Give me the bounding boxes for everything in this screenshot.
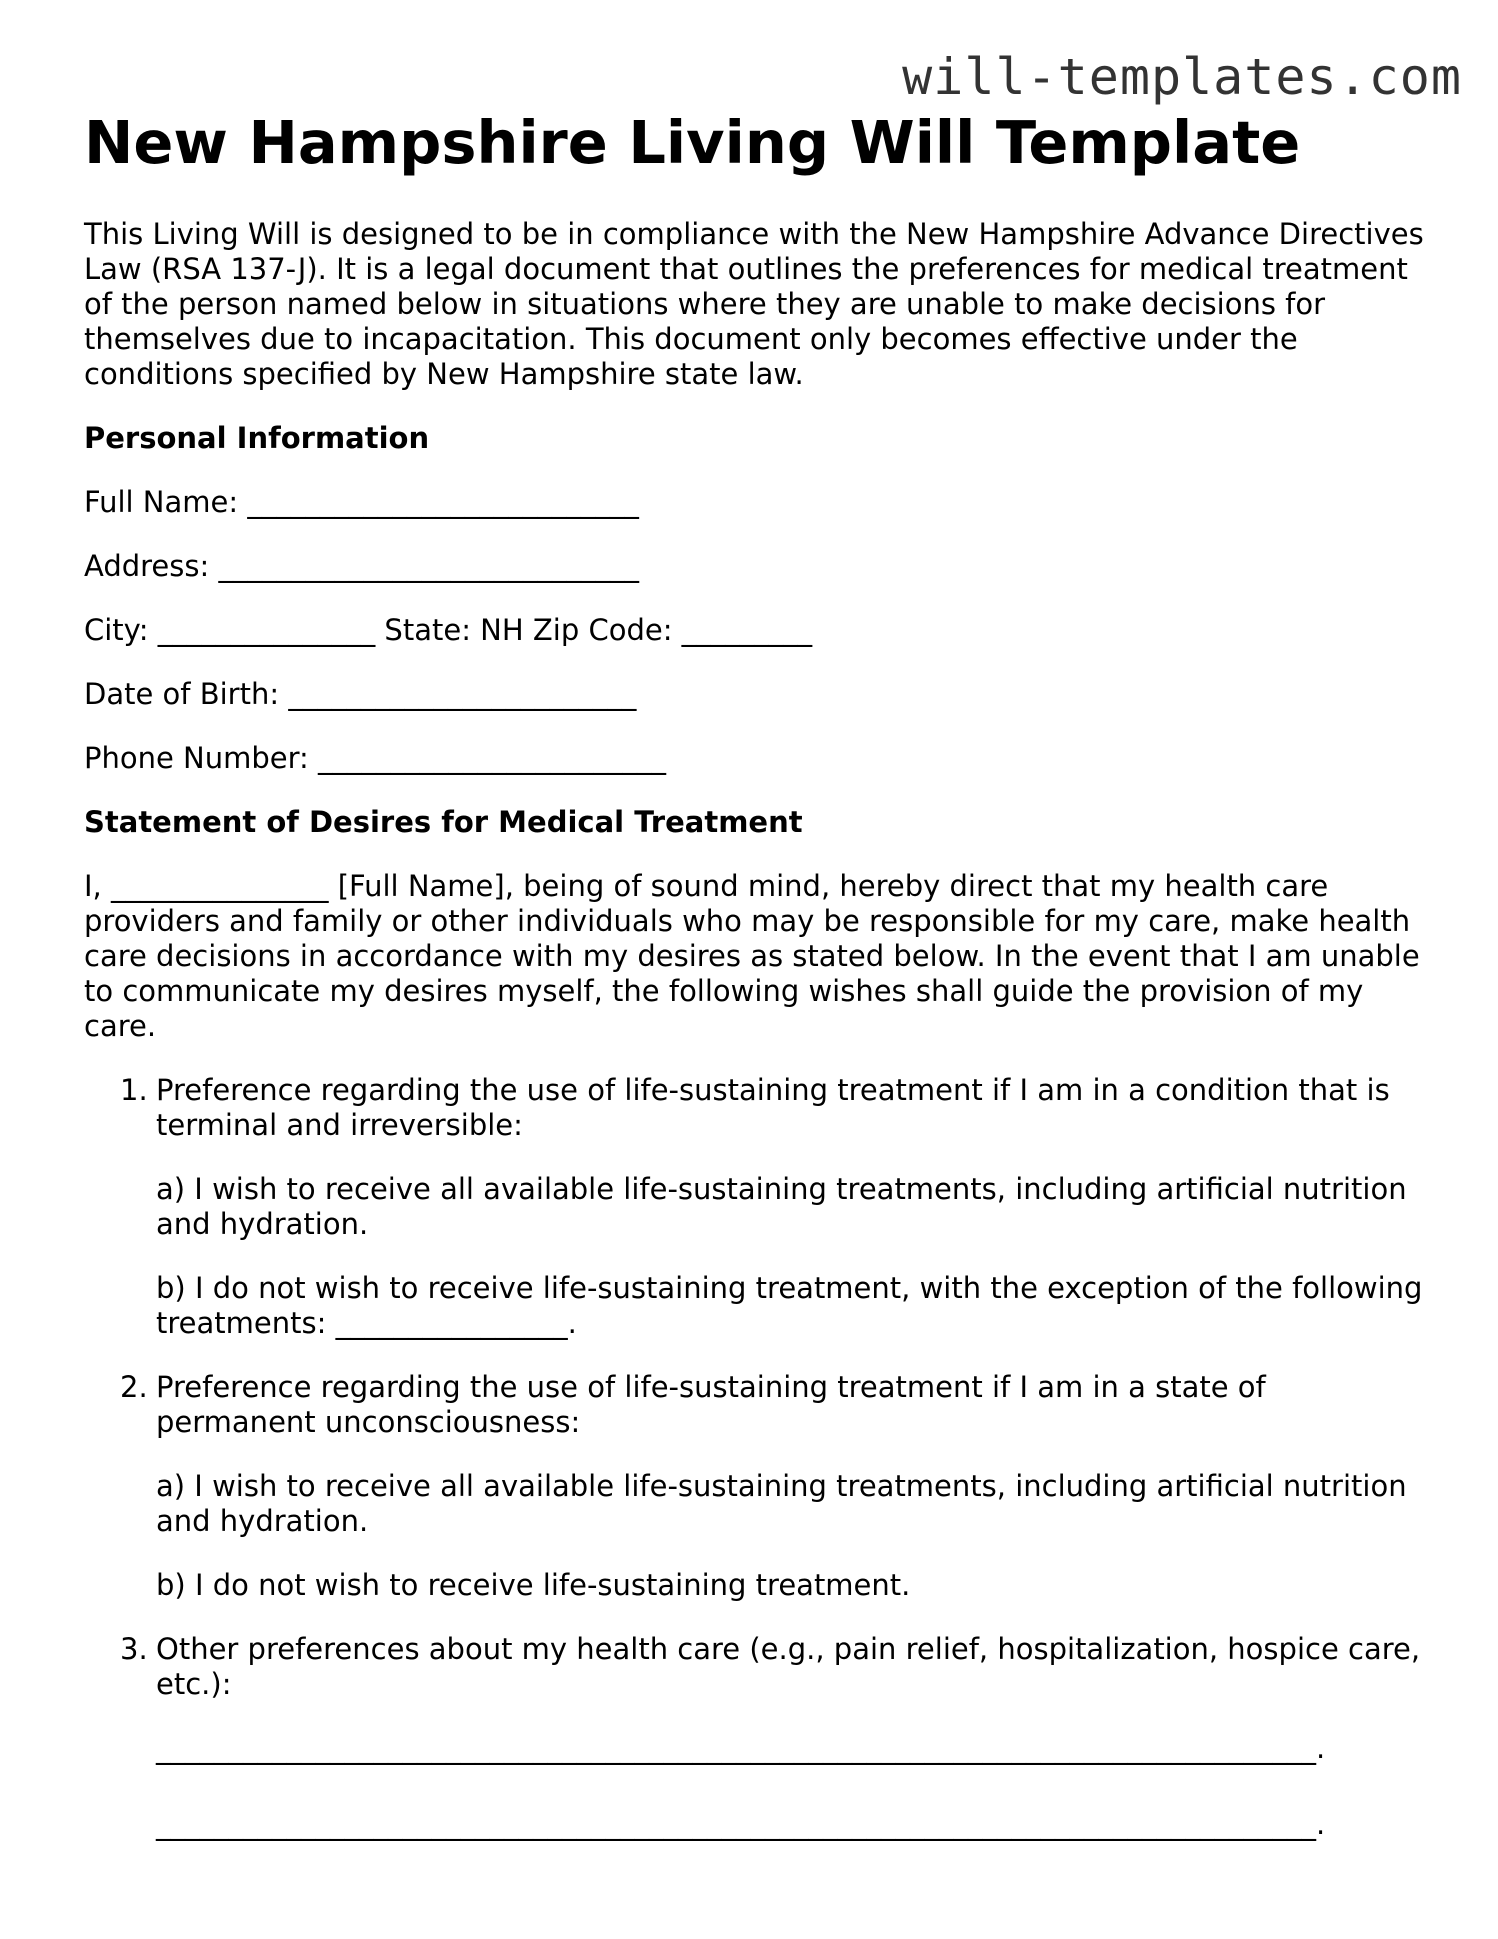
statement-heading: Statement of Desires for Medical Treatment	[84, 805, 803, 839]
item-number: 1.	[120, 1073, 148, 1107]
city-state-zip-field: City: _______________ State: NH Zip Code: _________	[84, 613, 813, 647]
option-a: a) I wish to receive all available life-sustaining treatments, including artificial nutrition and hydration.	[156, 1469, 1407, 1538]
date-of-birth-field: Date of Birth: ________________________	[84, 677, 637, 711]
option-b: b) I do not wish to receive life-sustaining treatment.	[156, 1568, 911, 1602]
site-watermark: will-templates.com	[902, 48, 1462, 106]
option-a: a) I wish to receive all available life-sustaining treatments, including artificial nutrition and hydration.	[156, 1172, 1407, 1241]
preference-text: Preference regarding the use of life-sustaining treatment if I am in a condition that is terminal and irreversible:	[156, 1073, 1390, 1142]
preference-item-3	[84, 1632, 1424, 1842]
preferences-list	[84, 1073, 1424, 1842]
intro-paragraph: This Living Will is designed to be in compliance with the New Hampshire Advance Directives Law (RSA 137-J). It is a legal document that outlines the preferences for medical treatment of the person named below in situations where they are unable to make decisions for themselves due to incapacitation. This document only becomes effective under the conditions specified by New Hampshire state law.	[84, 217, 1424, 391]
personal-info-heading: Personal Information	[84, 421, 430, 455]
document-title: New Hampshire Living Will Template	[84, 108, 1301, 177]
blank-line-2: ________________________________________________________________________________.	[156, 1807, 1326, 1841]
preference-item-1	[84, 1073, 1424, 1341]
document-body	[84, 217, 1424, 1883]
preference-text: Preference regarding the use of life-sustaining treatment if I am in a state of permanent unconsciousness:	[156, 1370, 1266, 1439]
option-b: b) I do not wish to receive life-sustaining treatment, with the exception of the following treatments: ________________.	[156, 1271, 1423, 1340]
statement-paragraph: I, _______________ [Full Name], being of sound mind, hereby direct that my health care providers and family or other individuals who may be responsible for my care, make health care decisions in accordance with my desires as stated below. In the event that I am unable to communicate my desires myself, the following wishes shall guide the provision of my care.	[84, 869, 1420, 1043]
preference-item-2	[84, 1370, 1424, 1603]
address-field: Address: _____________________________	[84, 549, 639, 583]
blank-line-1: ________________________________________________________________________________.	[156, 1731, 1326, 1765]
preference-text: Other preferences about my health care (e.g., pain relief, hospitalization, hospice care, etc.):	[156, 1632, 1421, 1701]
item-number: 3.	[120, 1632, 148, 1666]
item-number: 2.	[120, 1370, 148, 1404]
full-name-field: Full Name: ___________________________	[84, 485, 639, 519]
phone-number-field: Phone Number: ________________________	[84, 741, 667, 775]
